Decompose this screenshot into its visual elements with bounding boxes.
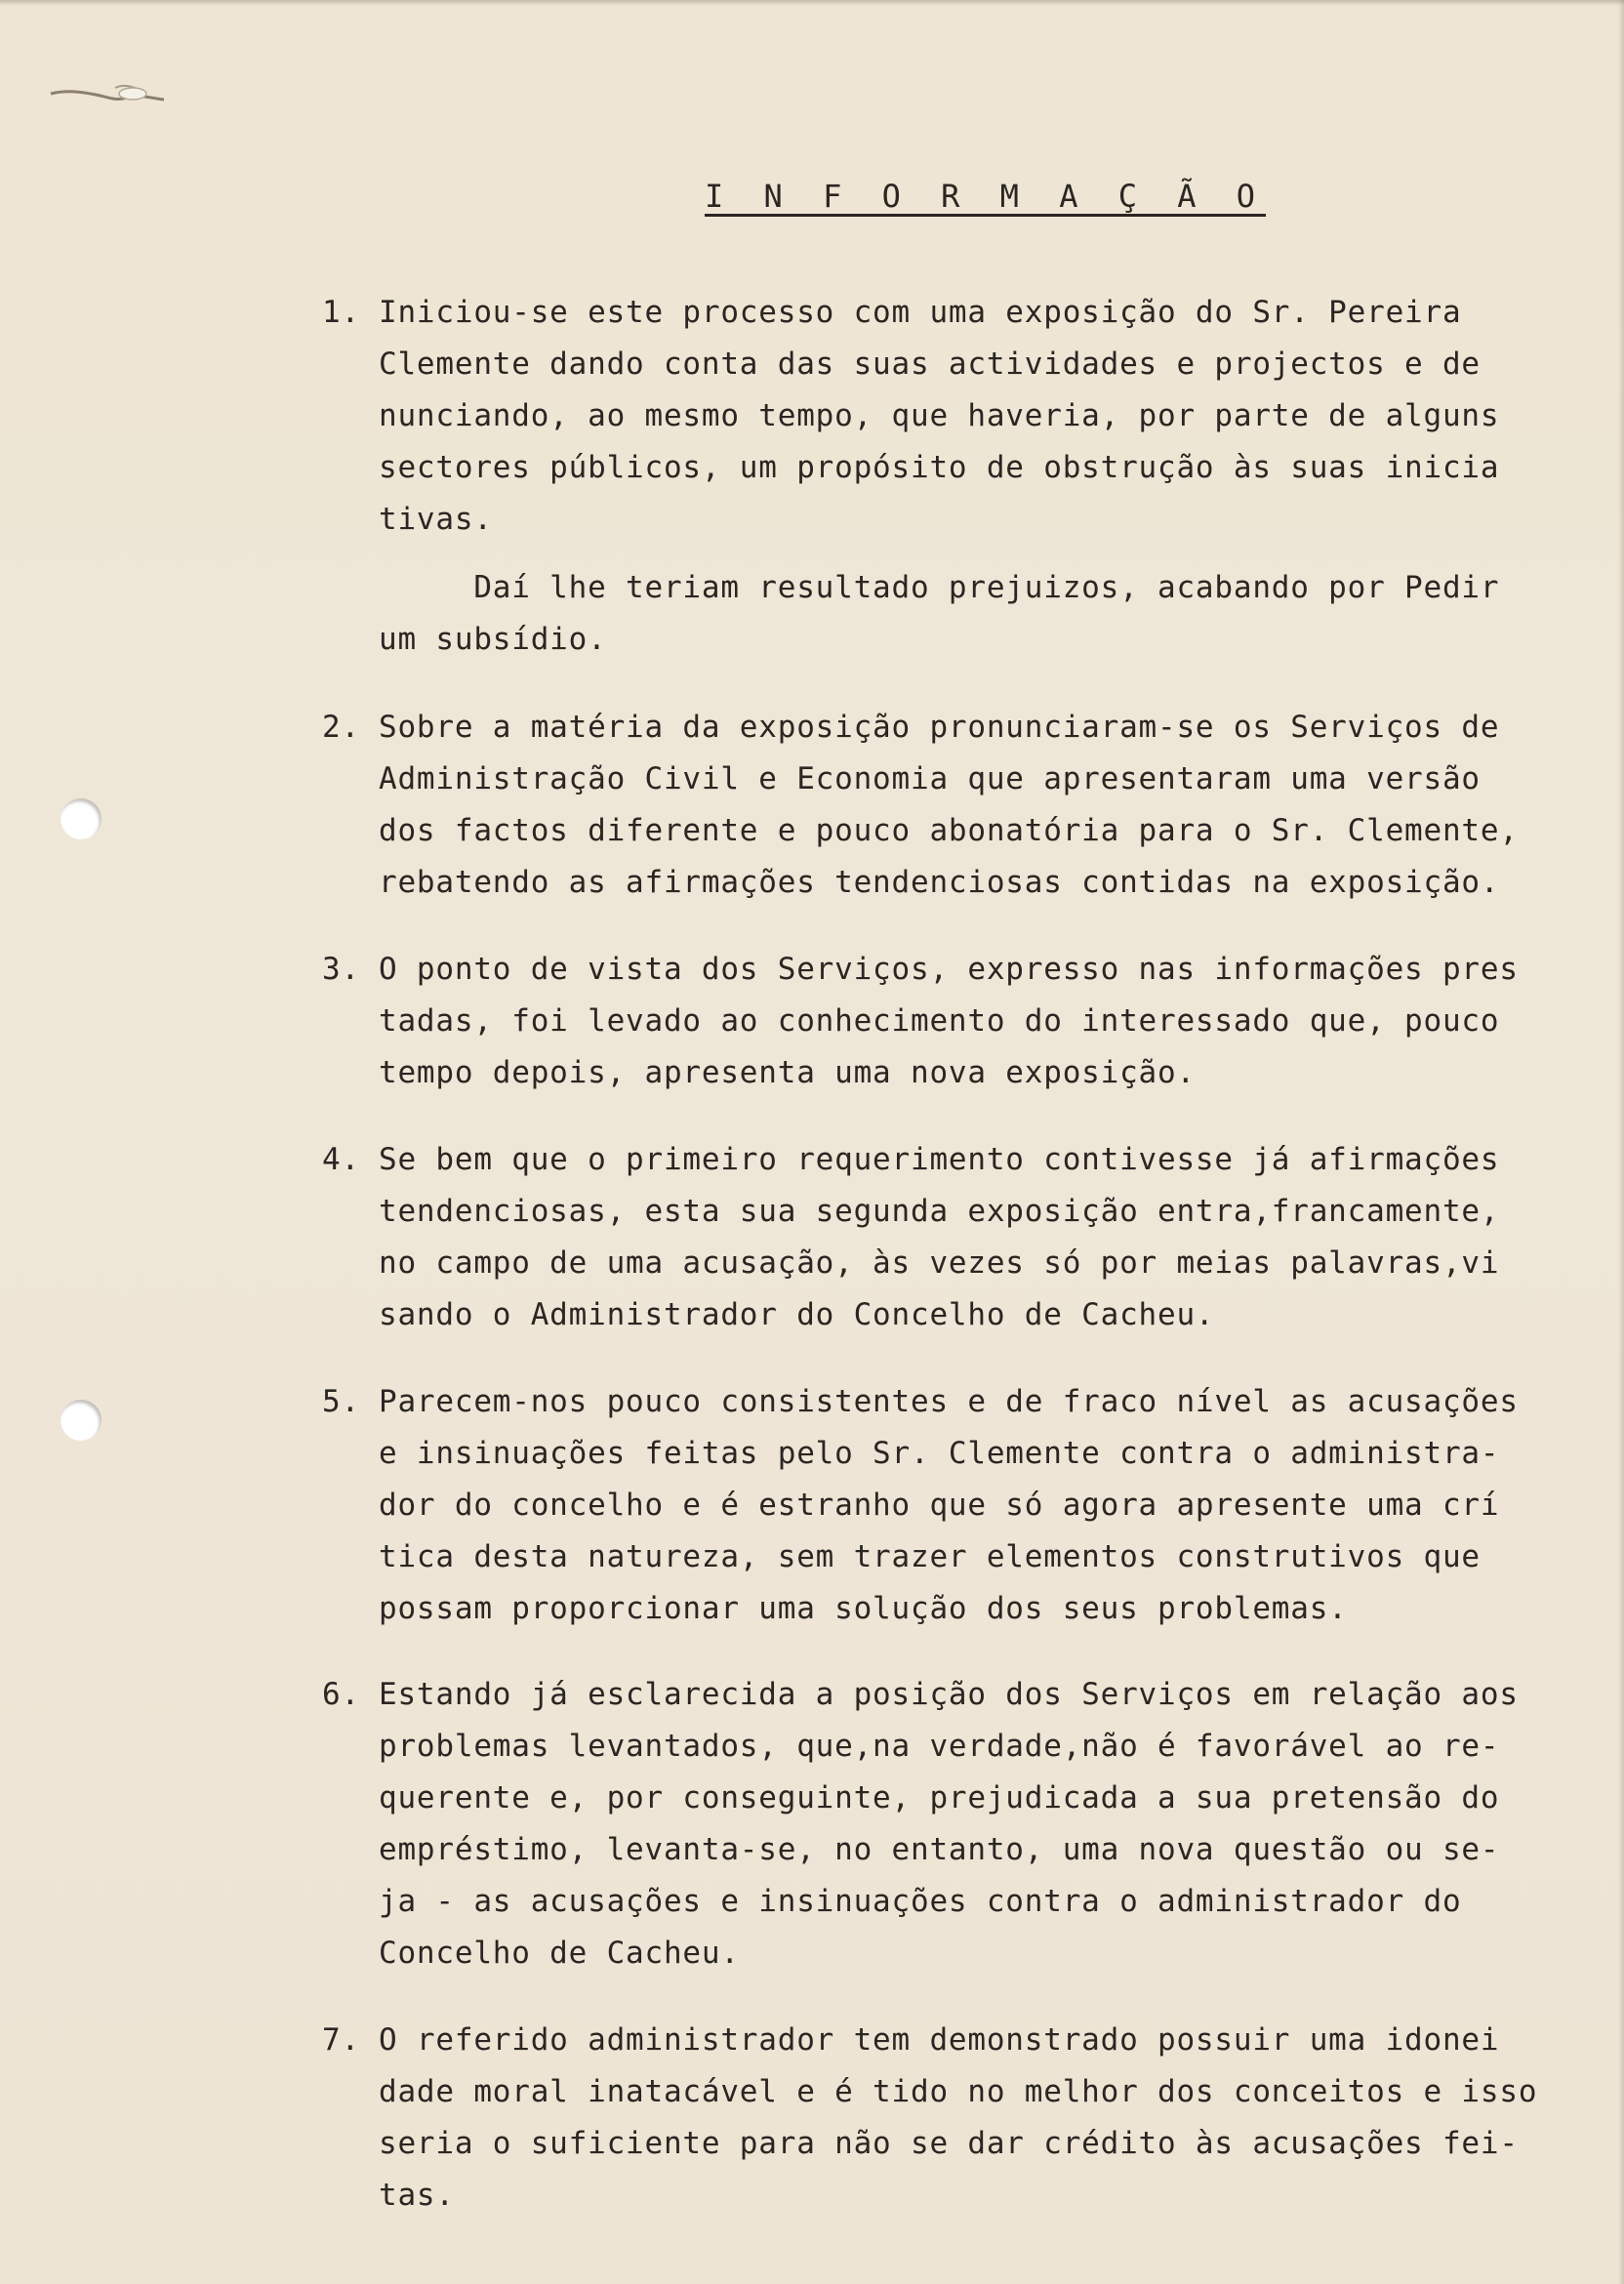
paragraph-line: possam proporcionar uma solução dos seus problemas. — [379, 1591, 1348, 1626]
paragraph-line: ja - as acusações e insinuações contra o administrador do — [379, 1884, 1462, 1919]
paragraph-number: 2. — [322, 710, 360, 745]
paragraph-line: tendenciosas, esta sua segunda exposição entra,francamente, — [379, 1194, 1500, 1229]
paragraph-line: dade moral inatacável e é tido no melhor dos conceitos e isso — [379, 2074, 1538, 2109]
paragraph-line: rebatendo as afirmações tendenciosas contidas na exposição. — [379, 865, 1500, 900]
paragraph-number: 6. — [322, 1677, 360, 1712]
punch-hole-bottom — [61, 1400, 102, 1441]
paragraph-line: Se bem que o primeiro requerimento contivesse já afirmações — [379, 1142, 1500, 1177]
paragraph-line: O ponto de vista dos Serviços, expresso nas informações pres — [379, 952, 1519, 987]
paragraph-number: 5. — [322, 1384, 360, 1419]
paragraph-line: tempo depois, apresenta uma nova exposição. — [379, 1055, 1196, 1090]
paragraph-line: Iniciou-se este processo com uma exposição do Sr. Pereira — [379, 295, 1462, 330]
paragraph-line: tivas. — [379, 502, 493, 537]
paragraph-line: Parecem-nos pouco consistentes e de fraco nível as acusações — [379, 1384, 1519, 1419]
paragraph-line: sectores públicos, um propósito de obstrução às suas inicia — [379, 450, 1500, 485]
right-edge-shadow — [1618, 0, 1624, 2284]
punch-hole-top — [61, 798, 102, 839]
paragraph-number: 3. — [322, 952, 360, 987]
paragraph-line: sando o Administrador do Concelho de Cacheu. — [379, 1297, 1215, 1332]
paragraph-line: e insinuações feitas pelo Sr. Clemente contra o administra- — [379, 1436, 1500, 1471]
staple-remnant-mark — [47, 80, 169, 107]
paragraph-line: Sobre a matéria da exposição pronunciaram-se os Serviços de — [379, 710, 1500, 745]
paragraph-line: dos factos diferente e pouco abonatória para o Sr. Clemente, — [379, 813, 1519, 848]
paragraph-line: Concelho de Cacheu. — [379, 1936, 740, 1971]
paragraph-number: 4. — [322, 1142, 360, 1177]
paragraph-line: Daí lhe teriam resultado prejuizos, acabando por Pedir — [379, 570, 1500, 605]
paragraph-line: seria o suficiente para não se dar crédito às acusações fei- — [379, 2126, 1519, 2161]
paragraph-line: no campo de uma acusação, às vezes só por meias palavras,vi — [379, 1245, 1500, 1281]
paragraph-line: empréstimo, levanta-se, no entanto, uma nova questão ou se- — [379, 1832, 1500, 1867]
paragraph-line: tadas, foi levado ao conhecimento do interessado que, pouco — [379, 1003, 1500, 1039]
top-edge-shadow — [0, 0, 1624, 6]
paragraph-line: querente e, por conseguinte, prejudicada a sua pretensão do — [379, 1780, 1500, 1815]
paragraph-line: Estando já esclarecida a posição dos Serviços em relação aos — [379, 1677, 1519, 1712]
paragraph-line: um subsídio. — [379, 622, 607, 657]
paragraph-line: Clemente dando conta das suas actividades e projectos e de — [379, 347, 1481, 382]
paragraph-line: Administração Civil e Economia que apresentaram uma versão — [379, 761, 1481, 796]
paragraph-line: dor do concelho e é estranho que só agora apresente uma crí — [379, 1488, 1500, 1523]
paragraph-line: nunciando, ao mesmo tempo, que haveria, por parte de alguns — [379, 398, 1500, 433]
paragraph-line: tica desta natureza, sem trazer elementos construtivos que — [379, 1539, 1481, 1574]
paragraph-line: tas. — [379, 2178, 455, 2213]
document-title: I N F O R M A Ç Ã O — [705, 178, 1267, 215]
paragraph-line: problemas levantados, que,na verdade,não é favorável ao re- — [379, 1729, 1500, 1764]
paragraph-number: 7. — [322, 2022, 360, 2058]
paragraph-line: O referido administrador tem demonstrado possuir uma idonei — [379, 2022, 1500, 2058]
paragraph-number: 1. — [322, 295, 360, 330]
